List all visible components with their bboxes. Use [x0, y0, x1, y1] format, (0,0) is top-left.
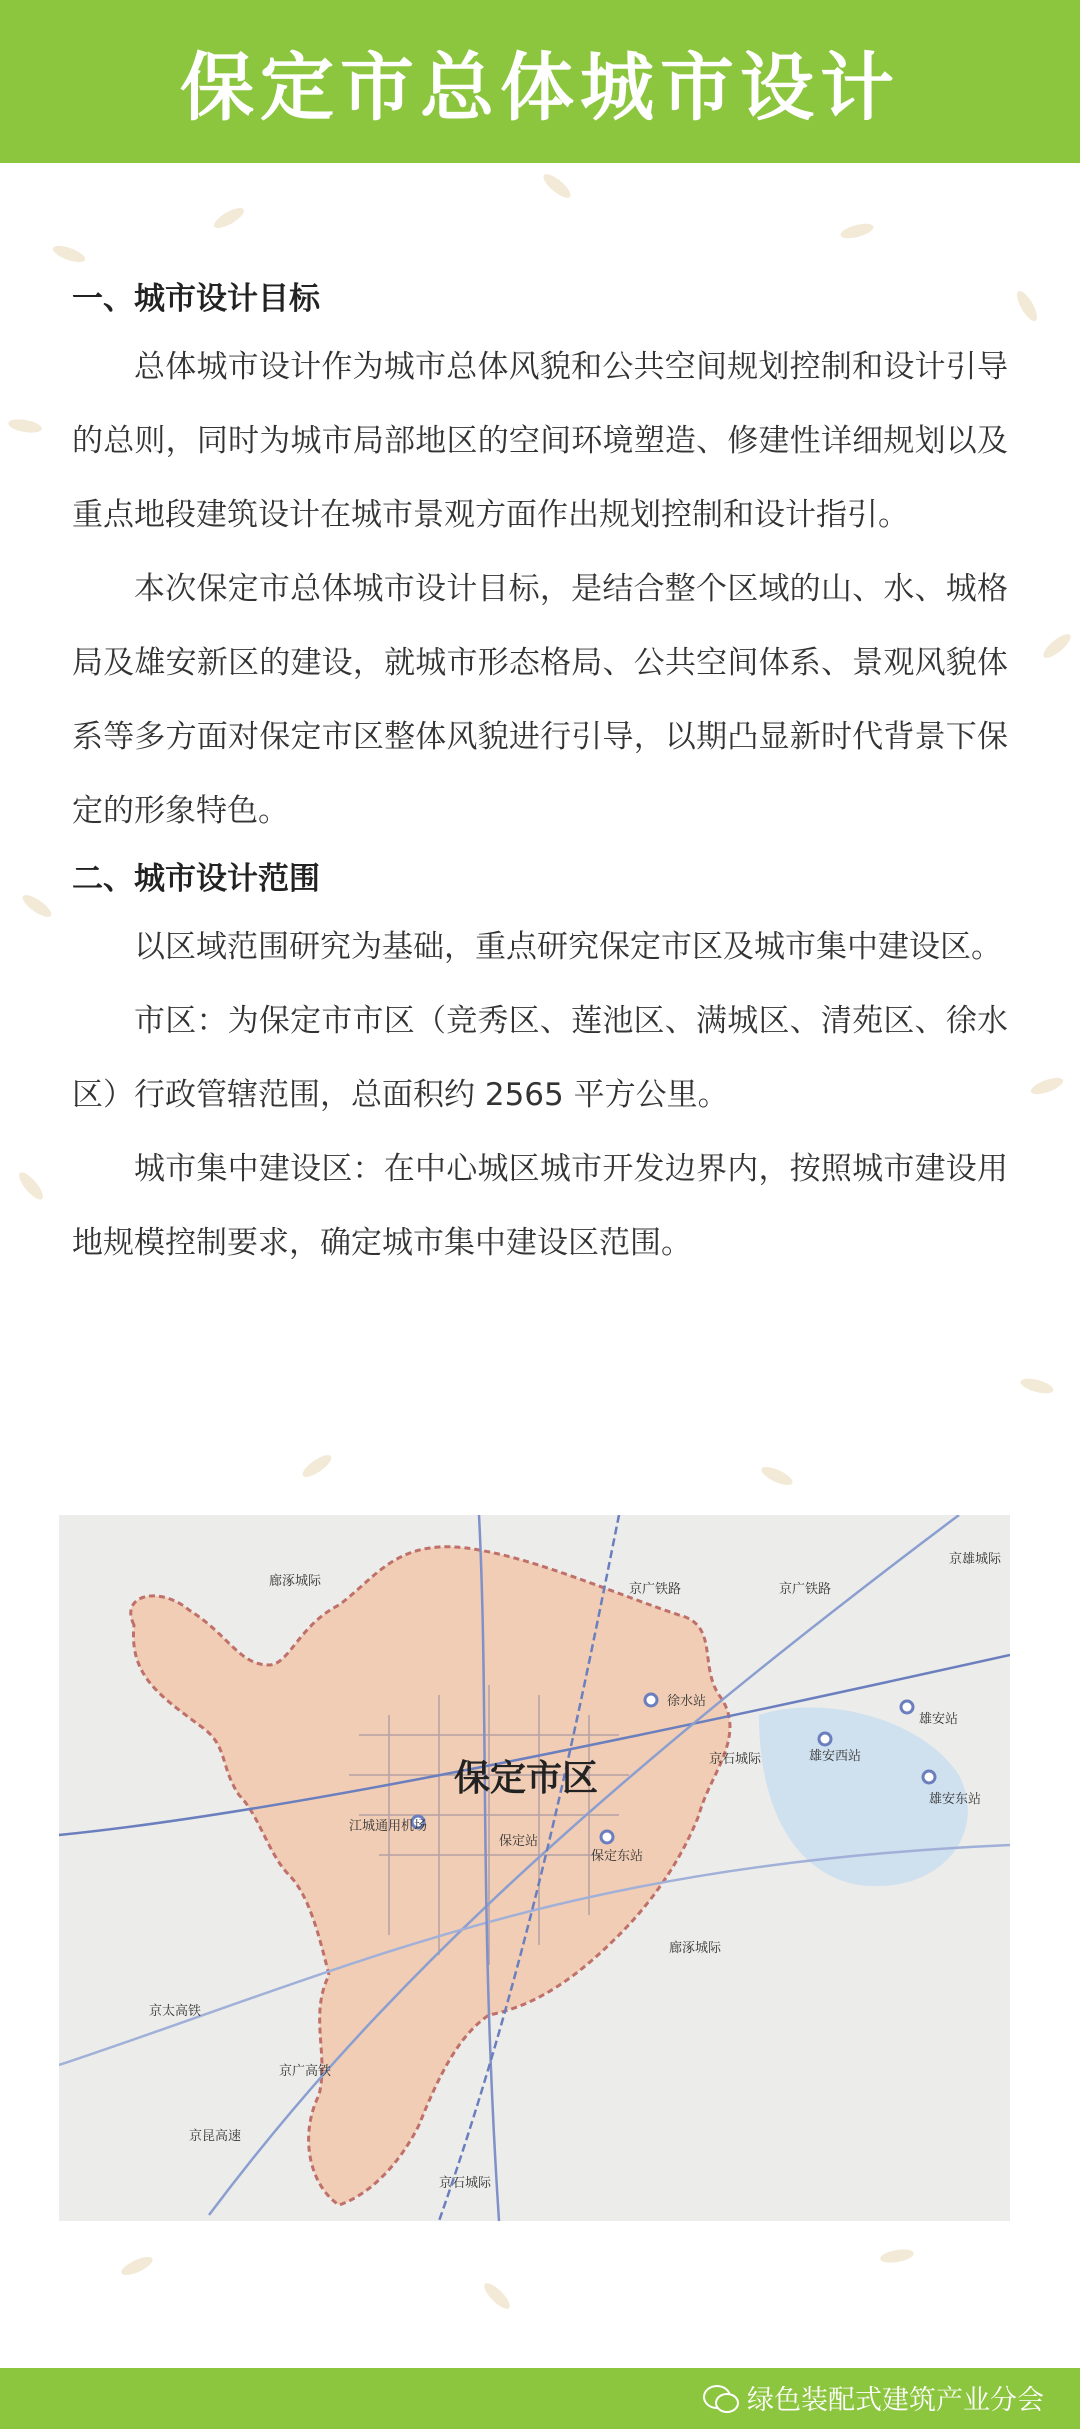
map-label: 京广高铁: [279, 2064, 332, 2079]
decorative-leaf: [1013, 288, 1040, 323]
decorative-leaf: [759, 1463, 795, 1488]
map-graphic: [59, 1515, 1010, 2221]
map-label: 江城通用机场: [349, 1819, 428, 1834]
station-marker: [645, 1694, 657, 1706]
map-label: 徐水站: [667, 1694, 707, 1709]
map-label: 京广铁路: [629, 1582, 682, 1597]
decorative-leaf: [119, 2253, 155, 2278]
article-body: [72, 268, 1008, 1280]
decorative-leaf: [540, 170, 574, 201]
decorative-leaf: [7, 417, 43, 435]
paragraph: 市区：为保定市市区（竞秀区、莲池区、满城区、清苑区、徐水区）行政管辖范围，总面积约 2565 平方公里。: [72, 1003, 1008, 1113]
decorative-leaf: [20, 891, 55, 920]
decorative-leaf: [300, 1451, 335, 1480]
title-banner: [0, 0, 1080, 163]
paragraph: 本次保定市总体城市设计目标，是结合整个区域的山、水、城格局及雄安新区的建设，就城市形态格局、公共空间体系、景观风貌体系等多方面对保定市区整体风貌进行引导，以期凸显新时代背景下保定的形象特色。: [72, 571, 1008, 829]
map-label: 保定站: [499, 1834, 539, 1849]
map-label: 京昆高速: [189, 2129, 242, 2144]
decorative-leaf: [51, 243, 87, 266]
paragraph: 以区域范围研究为基础，重点研究保定市区及城市集中建设区。: [134, 929, 1002, 965]
map-label: 京石城际: [709, 1752, 762, 1767]
district-boundary: [131, 1547, 730, 2205]
section-heading-goals: 一、城市设计目标: [72, 281, 320, 317]
decorative-leaf: [1029, 1075, 1065, 1098]
decorative-leaf: [1019, 1376, 1055, 1396]
map-label: 雄安西站: [809, 1749, 862, 1764]
map-label: 京广铁路: [779, 1582, 832, 1597]
district-map: [59, 1515, 1010, 2221]
map-label: 廊涿城际: [269, 1574, 322, 1589]
district-label: 保定市区: [454, 1758, 599, 1799]
decorative-leaf: [15, 1169, 46, 1203]
decorative-leaf: [879, 2247, 915, 2265]
map-label: 京雄城际: [949, 1552, 1002, 1567]
wechat-icon: [703, 2383, 739, 2413]
map-label: 保定东站: [591, 1849, 644, 1864]
map-label: 京石城际: [439, 2176, 492, 2191]
map-label: 雄安站: [919, 1712, 959, 1727]
map-label: 京太高铁: [149, 2004, 202, 2019]
footer-bar: [0, 2368, 1080, 2429]
footer-attribution: [703, 2378, 1044, 2417]
station-marker: [601, 1831, 613, 1843]
station-marker: [901, 1701, 913, 1713]
page-title: 保定市总体城市设计: [180, 44, 900, 131]
paragraph: 城市集中建设区：在中心城区城市开发边界内，按照城市建设用地规模控制要求，确定城市集中建设区范围。: [72, 1151, 1008, 1261]
section-heading-scope: 二、城市设计范围: [72, 861, 320, 897]
map-label: 廊涿城际: [669, 1941, 722, 1956]
footer-text: 绿色装配式建筑产业分会: [747, 2385, 1044, 2416]
map-label: 雄安东站: [929, 1792, 982, 1807]
station-marker: [923, 1771, 935, 1783]
decorative-leaf: [839, 221, 875, 241]
decorative-leaf: [211, 204, 246, 231]
decorative-leaf: [1040, 630, 1074, 661]
station-marker: [819, 1733, 831, 1745]
paragraph: 总体城市设计作为城市总体风貌和公共空间规划控制和设计引导的总则，同时为城市局部地区的空间环境塑造、修建性详细规划以及重点地段建筑设计在城市景观方面作出规划控制和设计指引。: [72, 349, 1008, 533]
decorative-leaf: [481, 2280, 514, 2313]
